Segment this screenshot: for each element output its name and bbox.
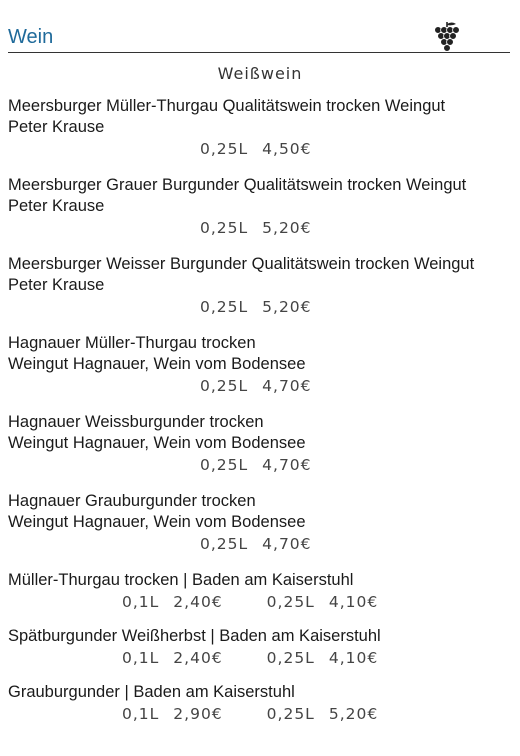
wine-size: 0,25L	[200, 219, 249, 237]
wine-price: 2,40€	[173, 649, 223, 667]
header-divider	[8, 52, 510, 53]
wine-size: 0,25L	[200, 298, 249, 316]
wine-name: Spätburgunder Weißherbst | Baden am Kaiserstuhl	[8, 627, 381, 645]
wine-price: 4,70€	[262, 535, 312, 553]
wine-item	[8, 491, 508, 555]
wine-item	[8, 570, 508, 613]
wine-price: 2,40€	[173, 593, 223, 611]
wine-price: 4,50€	[262, 140, 312, 158]
wine-item	[8, 254, 508, 318]
wine-item	[8, 333, 508, 397]
wine-name: Hagnauer Müller-Thurgau trocken Weingut Hagnauer, Wein vom Bodensee	[8, 334, 306, 373]
wine-size: 0,25L	[266, 649, 315, 667]
wine-price: 2,90€	[173, 705, 223, 723]
wine-size: 0,1L	[122, 705, 160, 723]
wine-price-row	[8, 296, 508, 318]
wine-item	[8, 682, 508, 725]
wine-item	[8, 626, 508, 669]
wine-price: 5,20€	[262, 219, 312, 237]
wine-name: Meersburger Grauer Burgunder Qualitätswein trocken Weingut Peter Krause	[8, 176, 467, 215]
wine-size: 0,25L	[200, 535, 249, 553]
wine-price: 4,70€	[262, 377, 312, 395]
wine-price: 4,70€	[262, 456, 312, 474]
section-title: Weißwein	[217, 64, 303, 83]
wine-size: 0,1L	[122, 593, 160, 611]
wine-price-row	[8, 647, 508, 669]
wine-price-row	[8, 138, 508, 160]
wine-price: 4,10€	[328, 649, 379, 667]
wine-size: 0,1L	[122, 649, 160, 667]
wine-item	[8, 175, 508, 239]
wine-name: Müller-Thurgau trocken | Baden am Kaiserstuhl	[8, 571, 354, 589]
grape-icon	[432, 20, 462, 54]
header	[0, 0, 520, 56]
wine-name: Grauburgunder | Baden am Kaiserstuhl	[8, 683, 295, 701]
wine-price-row	[8, 454, 508, 476]
wine-size: 0,25L	[200, 140, 249, 158]
wine-price-row	[8, 375, 508, 397]
wine-size: 0,25L	[200, 456, 249, 474]
wine-name: Hagnauer Weissburgunder trocken Weingut Hagnauer, Wein vom Bodensee	[8, 413, 306, 452]
wine-name: Hagnauer Grauburgunder trocken Weingut Hagnauer, Wein vom Bodensee	[8, 492, 306, 531]
wine-name: Meersburger Müller-Thurgau Qualitätswein trocken Weingut Peter Krause	[8, 97, 446, 136]
wine-size: 0,25L	[200, 377, 249, 395]
wine-price-row	[8, 703, 508, 725]
page-title: Wein	[8, 26, 54, 48]
wine-size: 0,25L	[266, 705, 315, 723]
wine-price: 5,20€	[262, 298, 312, 316]
wine-price-row	[8, 591, 508, 613]
wine-price-row	[8, 217, 508, 239]
wine-price: 5,20€	[328, 705, 379, 723]
wine-price: 4,10€	[328, 593, 379, 611]
wine-price-row	[8, 533, 508, 555]
wine-name: Meersburger Weisser Burgunder Qualitätswein trocken Weingut Peter Krause	[8, 255, 475, 294]
wine-item	[8, 96, 508, 160]
wine-item	[8, 412, 508, 476]
wine-size: 0,25L	[266, 593, 315, 611]
